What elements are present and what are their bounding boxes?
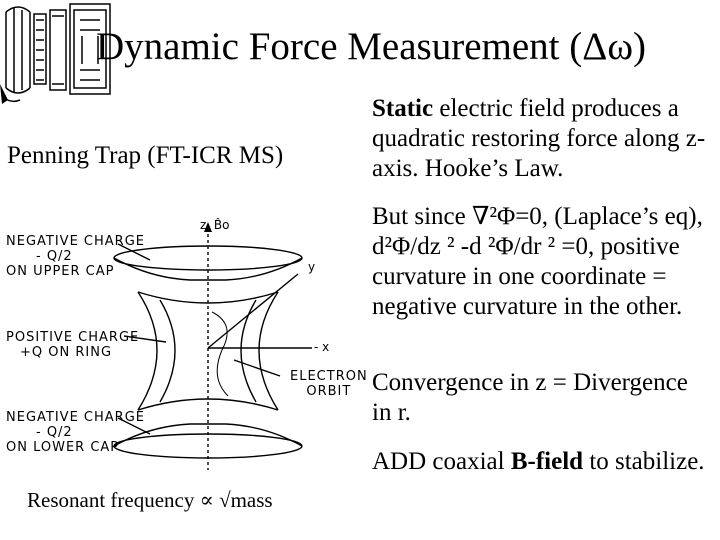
- paragraph-laplace: But since ∇²Φ=0, (Laplace’s eq), d²Φ/dz ² -d ²Φ/dr ² =0, positive curvature in one coordinate = negative curvature in the other.: [372, 203, 703, 320]
- slide-title: Dynamic Force Measurement (Δω): [96, 25, 646, 68]
- z-axis-label: z, B̂o: [200, 218, 230, 232]
- paragraph-static-field: [372, 94, 712, 184]
- trap-label: Penning Trap (FT-ICR MS): [7, 142, 284, 169]
- y-axis: [208, 274, 298, 348]
- paragraph-b-field: [372, 447, 712, 477]
- ring-outer-left: [138, 292, 157, 410]
- paragraph-convergence: Convergence in z = Divergence in r.: [372, 369, 688, 426]
- ring-inner-left: [160, 300, 175, 402]
- static-text: electric field produces a quadratic restoring force along z-axis. Hooke’s Law.: [372, 95, 706, 182]
- upper-cap-label: NEGATIVE CHARGE - Q/2 ON UPPER CAP: [6, 234, 145, 279]
- ring-label: POSITIVE CHARGE +Q ON RING: [6, 330, 140, 360]
- x-axis-label: - x: [314, 340, 330, 354]
- electron-orbit-label: ELECTRON ORBIT: [290, 369, 368, 399]
- y-axis-label: y: [308, 260, 316, 274]
- resonant-frequency-label: Resonant frequency ∝ √mass: [27, 488, 273, 512]
- b-field-post: to stabilize.: [583, 448, 705, 475]
- ring-outer-right: [259, 292, 278, 410]
- b-field-pre: ADD coaxial: [372, 448, 511, 475]
- electron-orbit: [212, 312, 228, 396]
- leader-orbit: [234, 360, 280, 376]
- b-field-emphasis: B-field: [510, 448, 584, 475]
- static-emphasis: Static: [372, 95, 434, 122]
- lower-cap-label: NEGATIVE CHARGE - Q/2 ON LOWER CAP: [6, 410, 145, 455]
